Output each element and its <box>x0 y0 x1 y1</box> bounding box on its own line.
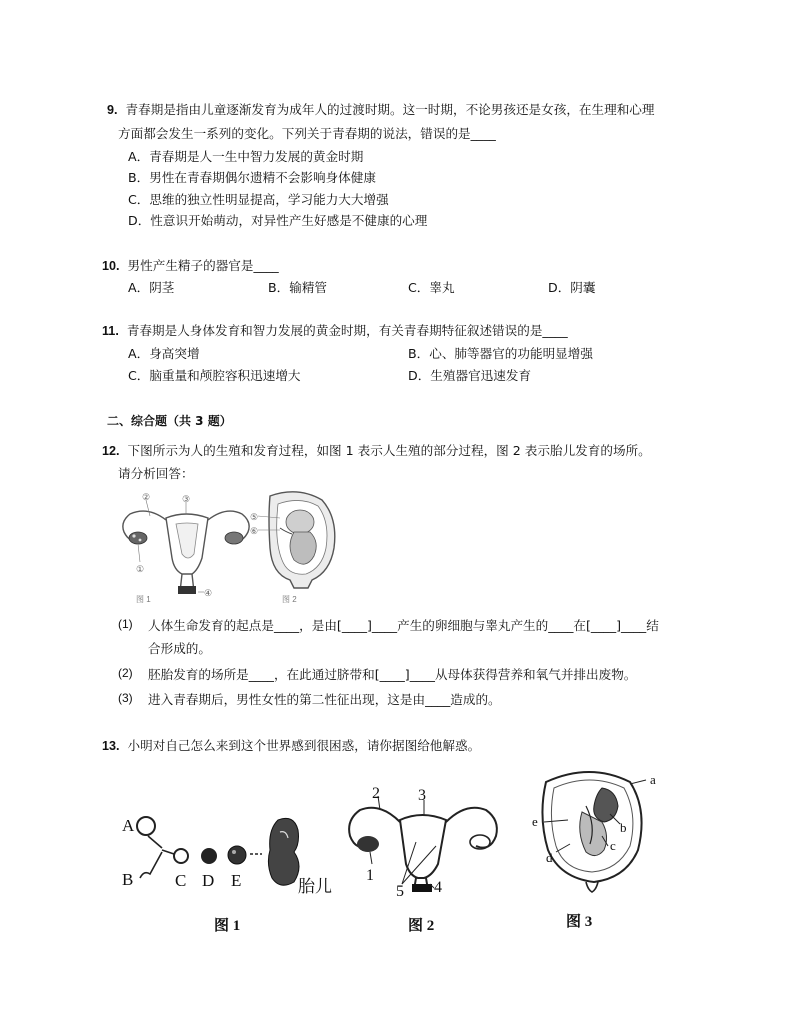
q12-sub1-line1: 人体生命发育的起点是____，是由[____]____产生的卵细胞与睾丸产生的____在[____]____结 <box>148 618 659 633</box>
q12-fig2-caption: 图 2 <box>282 595 297 604</box>
q11-text: 青春期是人身体发育和智力发展的黄金时期，有关青春期特征叙述错误的是____ <box>126 323 568 338</box>
q13-fig3-label-b: b <box>620 820 627 835</box>
q12-fig1-caption: 图 1 <box>136 595 151 604</box>
q9-option-b[interactable]: B．男性在青春期偶尔遗精不会影响身体健康 <box>128 170 376 185</box>
q12-figure-2 <box>250 488 340 604</box>
q13-fig3-label-a: a <box>650 772 656 787</box>
q9-option-a[interactable]: A．青春期是人一生中智力发展的黄金时期 <box>128 149 364 164</box>
q10-option-d[interactable]: D．阴囊 <box>548 280 596 295</box>
fig-label-2: ② <box>142 492 151 502</box>
q13-fig1-label-e: E <box>231 871 242 890</box>
q13-fig2-label-4: 4 <box>434 879 442 896</box>
fig-label-3: ③ <box>182 494 191 504</box>
q13-fig3-label-e: e <box>532 814 538 829</box>
q9-option-d[interactable]: D．性意识开始萌动，对异性产生好感是不健康的心理 <box>128 213 428 228</box>
q13-fig2-label-2: 2 <box>372 785 380 802</box>
q12-sub1-number: (1) <box>118 617 133 631</box>
q13-fig3-label-c: c <box>610 838 616 853</box>
q11-stem <box>102 320 568 339</box>
q10-stem <box>102 255 279 274</box>
q11-number: 11. <box>102 324 119 338</box>
q13-fig1-label-c: C <box>175 871 187 890</box>
q13-figure-2 <box>340 780 505 900</box>
q13-text: 小明对自己怎么来到这个世界感到很困惑，请你据图给他解惑。 <box>127 738 481 753</box>
section-title: 二、综合题（共 3 题） <box>107 414 232 428</box>
q13-fig1-label-d: D <box>202 871 215 890</box>
q9-line1 <box>107 99 654 118</box>
q13-fig1-label-a: A <box>122 816 135 835</box>
q9-option-c[interactable]: C．思维的独立性明显提高，学习能力大大增强 <box>128 192 389 207</box>
q10-option-a[interactable]: A．阴茎 <box>128 280 175 295</box>
fig-label-5: ⑤ <box>250 512 259 522</box>
q10-option-b[interactable]: B．输精管 <box>268 280 328 295</box>
female-reproductive-system-diagram <box>340 780 505 900</box>
q10-number: 10. <box>102 259 120 273</box>
fig-label-6: ⑥ <box>250 526 259 536</box>
fig-label-4: ④ <box>204 588 213 598</box>
q12-sub2-line1: 胚胎发育的场所是____，在此通过脐带和[____]____从母体获得营养和氧气并排出废物。 <box>148 667 637 682</box>
q9-number: 9. <box>107 103 118 117</box>
q13-fig2-label-1: 1 <box>366 867 374 884</box>
q12-line1 <box>102 440 651 459</box>
q10-text: 男性产生精子的器官是____ <box>127 258 279 273</box>
q13-fig1-fetus-label: 胎儿 <box>298 877 332 896</box>
q13-stem <box>102 735 480 754</box>
q12-figure-1 <box>116 488 259 606</box>
q9-stem-2: 方面都会发生一系列的变化。下列关于青春期的说法，错误的是____ <box>118 126 496 141</box>
q11-option-b[interactable]: B．心、肺等器官的功能明显增强 <box>408 346 593 361</box>
q13-fig2-caption: 图 2 <box>408 918 435 934</box>
q13-fig3-caption: 图 3 <box>566 914 593 930</box>
q11-option-c[interactable]: C．脑重量和颅腔容积迅速增大 <box>128 368 301 383</box>
q12-sub2-number: (2) <box>118 666 133 680</box>
q10-option-c[interactable]: C．睾丸 <box>408 280 455 295</box>
fig-label-1: ① <box>136 564 145 574</box>
q12-stem-2: 请分析回答： <box>118 466 194 481</box>
q13-fig1-label-b: B <box>122 870 134 889</box>
fetus-in-uterus-diagram <box>250 488 340 594</box>
fertilization-sequence-diagram <box>118 800 343 900</box>
q13-figure-1 <box>118 800 343 900</box>
uterus-diagram <box>116 488 259 606</box>
q12-sub1-line2: 合形成的。 <box>148 641 211 656</box>
q13-fig2-label-3: 3 <box>418 787 426 804</box>
q11-option-a[interactable]: A．身高突增 <box>128 346 200 361</box>
q13-figure-3 <box>530 766 670 894</box>
q12-stem-1: 下图所示为人的生殖和发育过程，如图 1 表示人生殖的部分过程，图 2 表示胎儿发育的场所。 <box>127 443 651 458</box>
q12-sub3-number: (3) <box>118 691 133 705</box>
q13-fig3-label-d: d <box>546 850 553 865</box>
q13-fig1-caption: 图 1 <box>214 918 241 934</box>
q13-number: 13. <box>102 739 120 753</box>
q12-number: 12. <box>102 444 120 458</box>
q12-sub3-line1: 进入青春期后，男性女性的第二性征出现，这是由____造成的。 <box>148 692 501 707</box>
q13-fig2-label-5: 5 <box>396 883 404 900</box>
q11-option-d[interactable]: D．生殖器官迅速发育 <box>408 368 532 383</box>
q9-stem-1: 青春期是指由儿童逐渐发育为成年人的过渡时期。这一时期，不论男孩还是女孩，在生理和心理 <box>125 102 655 117</box>
fetus-placenta-diagram <box>530 766 670 894</box>
